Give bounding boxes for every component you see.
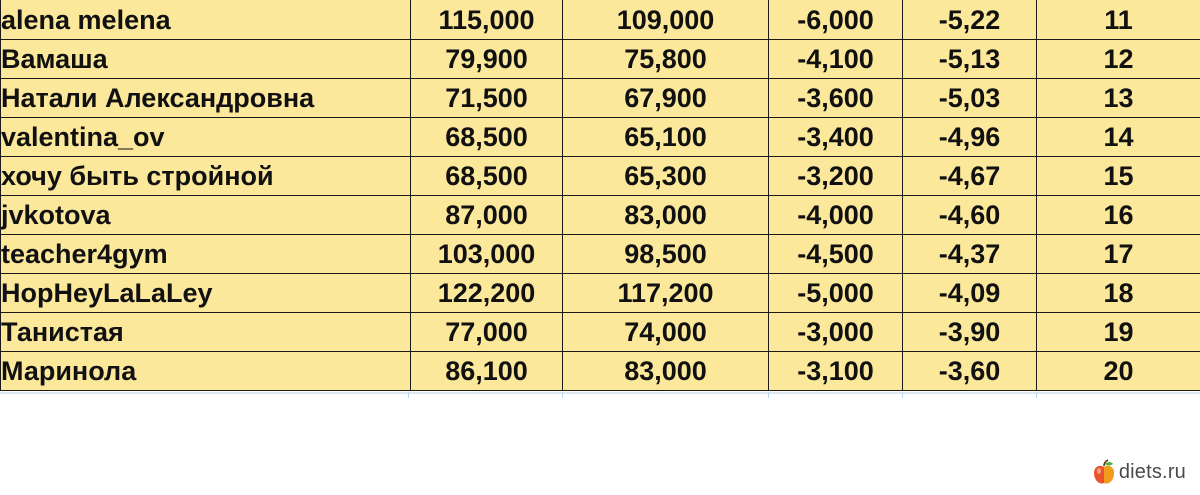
percent-change-cell[interactable]: -5,22 bbox=[903, 0, 1037, 40]
grid-tick bbox=[408, 392, 409, 398]
rank-number-cell[interactable]: 18 bbox=[1037, 274, 1200, 313]
apple-icon bbox=[1093, 459, 1115, 485]
weight-change-cell[interactable]: -3,100 bbox=[769, 352, 903, 391]
table-row bbox=[1, 235, 1200, 274]
grid-tick bbox=[768, 392, 769, 398]
weight-change-cell[interactable]: -4,500 bbox=[769, 235, 903, 274]
start-weight-cell[interactable]: 79,900 bbox=[411, 40, 563, 79]
weight-change-cell[interactable]: -4,100 bbox=[769, 40, 903, 79]
watermark-text: diets.ru bbox=[1118, 460, 1186, 483]
start-weight-cell[interactable]: 122,200 bbox=[411, 274, 563, 313]
rank-number-cell[interactable]: 12 bbox=[1037, 40, 1200, 79]
weight-change-cell[interactable]: -3,400 bbox=[769, 118, 903, 157]
current-weight-cell[interactable]: 75,800 bbox=[563, 40, 769, 79]
start-weight-cell[interactable]: 71,500 bbox=[411, 79, 563, 118]
start-weight-cell[interactable]: 86,100 bbox=[411, 352, 563, 391]
start-weight-cell[interactable]: 115,000 bbox=[411, 0, 563, 40]
rank-number-cell[interactable]: 20 bbox=[1037, 352, 1200, 391]
current-weight-cell[interactable]: 65,300 bbox=[563, 157, 769, 196]
user-name-cell[interactable]: хочу быть стройной bbox=[1, 157, 411, 196]
table-row bbox=[1, 196, 1200, 235]
start-weight-cell[interactable]: 77,000 bbox=[411, 313, 563, 352]
sheet-edge bbox=[0, 392, 1200, 394]
table-row bbox=[1, 274, 1200, 313]
grid-tick bbox=[562, 392, 563, 398]
start-weight-cell[interactable]: 68,500 bbox=[411, 157, 563, 196]
user-name-cell[interactable]: teacher4gym bbox=[1, 235, 411, 274]
table-row bbox=[1, 313, 1200, 352]
current-weight-cell[interactable]: 67,900 bbox=[563, 79, 769, 118]
user-name-cell[interactable]: jvkotova bbox=[1, 196, 411, 235]
current-weight-cell[interactable]: 65,100 bbox=[563, 118, 769, 157]
user-name-cell[interactable]: Танистая bbox=[1, 313, 411, 352]
user-name-cell[interactable]: Вамаша bbox=[1, 40, 411, 79]
user-name-cell[interactable]: Маринола bbox=[1, 352, 411, 391]
percent-change-cell[interactable]: -4,37 bbox=[903, 235, 1037, 274]
rank-number-cell[interactable]: 16 bbox=[1037, 196, 1200, 235]
start-weight-cell[interactable]: 87,000 bbox=[411, 196, 563, 235]
grid-tick bbox=[1036, 392, 1037, 398]
table-body bbox=[1, 0, 1200, 391]
rank-number-cell[interactable]: 14 bbox=[1037, 118, 1200, 157]
percent-change-cell[interactable]: -4,96 bbox=[903, 118, 1037, 157]
current-weight-cell[interactable]: 83,000 bbox=[563, 352, 769, 391]
user-name-cell[interactable]: Натали Александровна bbox=[1, 79, 411, 118]
user-name-cell[interactable]: valentina_ov bbox=[1, 118, 411, 157]
weight-change-cell[interactable]: -3,000 bbox=[769, 313, 903, 352]
rank-number-cell[interactable]: 17 bbox=[1037, 235, 1200, 274]
weight-change-cell[interactable]: -4,000 bbox=[769, 196, 903, 235]
weight-change-cell[interactable]: -3,600 bbox=[769, 79, 903, 118]
weight-change-cell[interactable]: -3,200 bbox=[769, 157, 903, 196]
current-weight-cell[interactable]: 98,500 bbox=[563, 235, 769, 274]
diets-ru-watermark bbox=[1093, 459, 1186, 485]
rank-number-cell[interactable]: 15 bbox=[1037, 157, 1200, 196]
start-weight-cell[interactable]: 68,500 bbox=[411, 118, 563, 157]
grid-tick bbox=[902, 392, 903, 398]
weight-change-cell[interactable]: -5,000 bbox=[769, 274, 903, 313]
rank-number-cell[interactable]: 13 bbox=[1037, 79, 1200, 118]
current-weight-cell[interactable]: 117,200 bbox=[563, 274, 769, 313]
table-row bbox=[1, 79, 1200, 118]
rank-number-cell[interactable]: 11 bbox=[1037, 0, 1200, 40]
percent-change-cell[interactable]: -4,09 bbox=[903, 274, 1037, 313]
rank-number-cell[interactable]: 19 bbox=[1037, 313, 1200, 352]
percent-change-cell[interactable]: -5,03 bbox=[903, 79, 1037, 118]
percent-change-cell[interactable]: -4,60 bbox=[903, 196, 1037, 235]
user-name-cell[interactable]: alena melena bbox=[1, 0, 411, 40]
user-name-cell[interactable]: HopHeyLaLaLey bbox=[1, 274, 411, 313]
start-weight-cell[interactable]: 103,000 bbox=[411, 235, 563, 274]
current-weight-cell[interactable]: 109,000 bbox=[563, 0, 769, 40]
weight-change-cell[interactable]: -6,000 bbox=[769, 0, 903, 40]
current-weight-cell[interactable]: 83,000 bbox=[563, 196, 769, 235]
table-row bbox=[1, 40, 1200, 79]
sheet-continuation-strip bbox=[0, 392, 1200, 398]
table-row bbox=[1, 118, 1200, 157]
percent-change-cell[interactable]: -4,67 bbox=[903, 157, 1037, 196]
percent-change-cell[interactable]: -5,13 bbox=[903, 40, 1037, 79]
table-row bbox=[1, 352, 1200, 391]
table-row bbox=[1, 157, 1200, 196]
percent-change-cell[interactable]: -3,90 bbox=[903, 313, 1037, 352]
table-row bbox=[1, 0, 1200, 40]
current-weight-cell[interactable]: 74,000 bbox=[563, 313, 769, 352]
percent-change-cell[interactable]: -3,60 bbox=[903, 352, 1037, 391]
